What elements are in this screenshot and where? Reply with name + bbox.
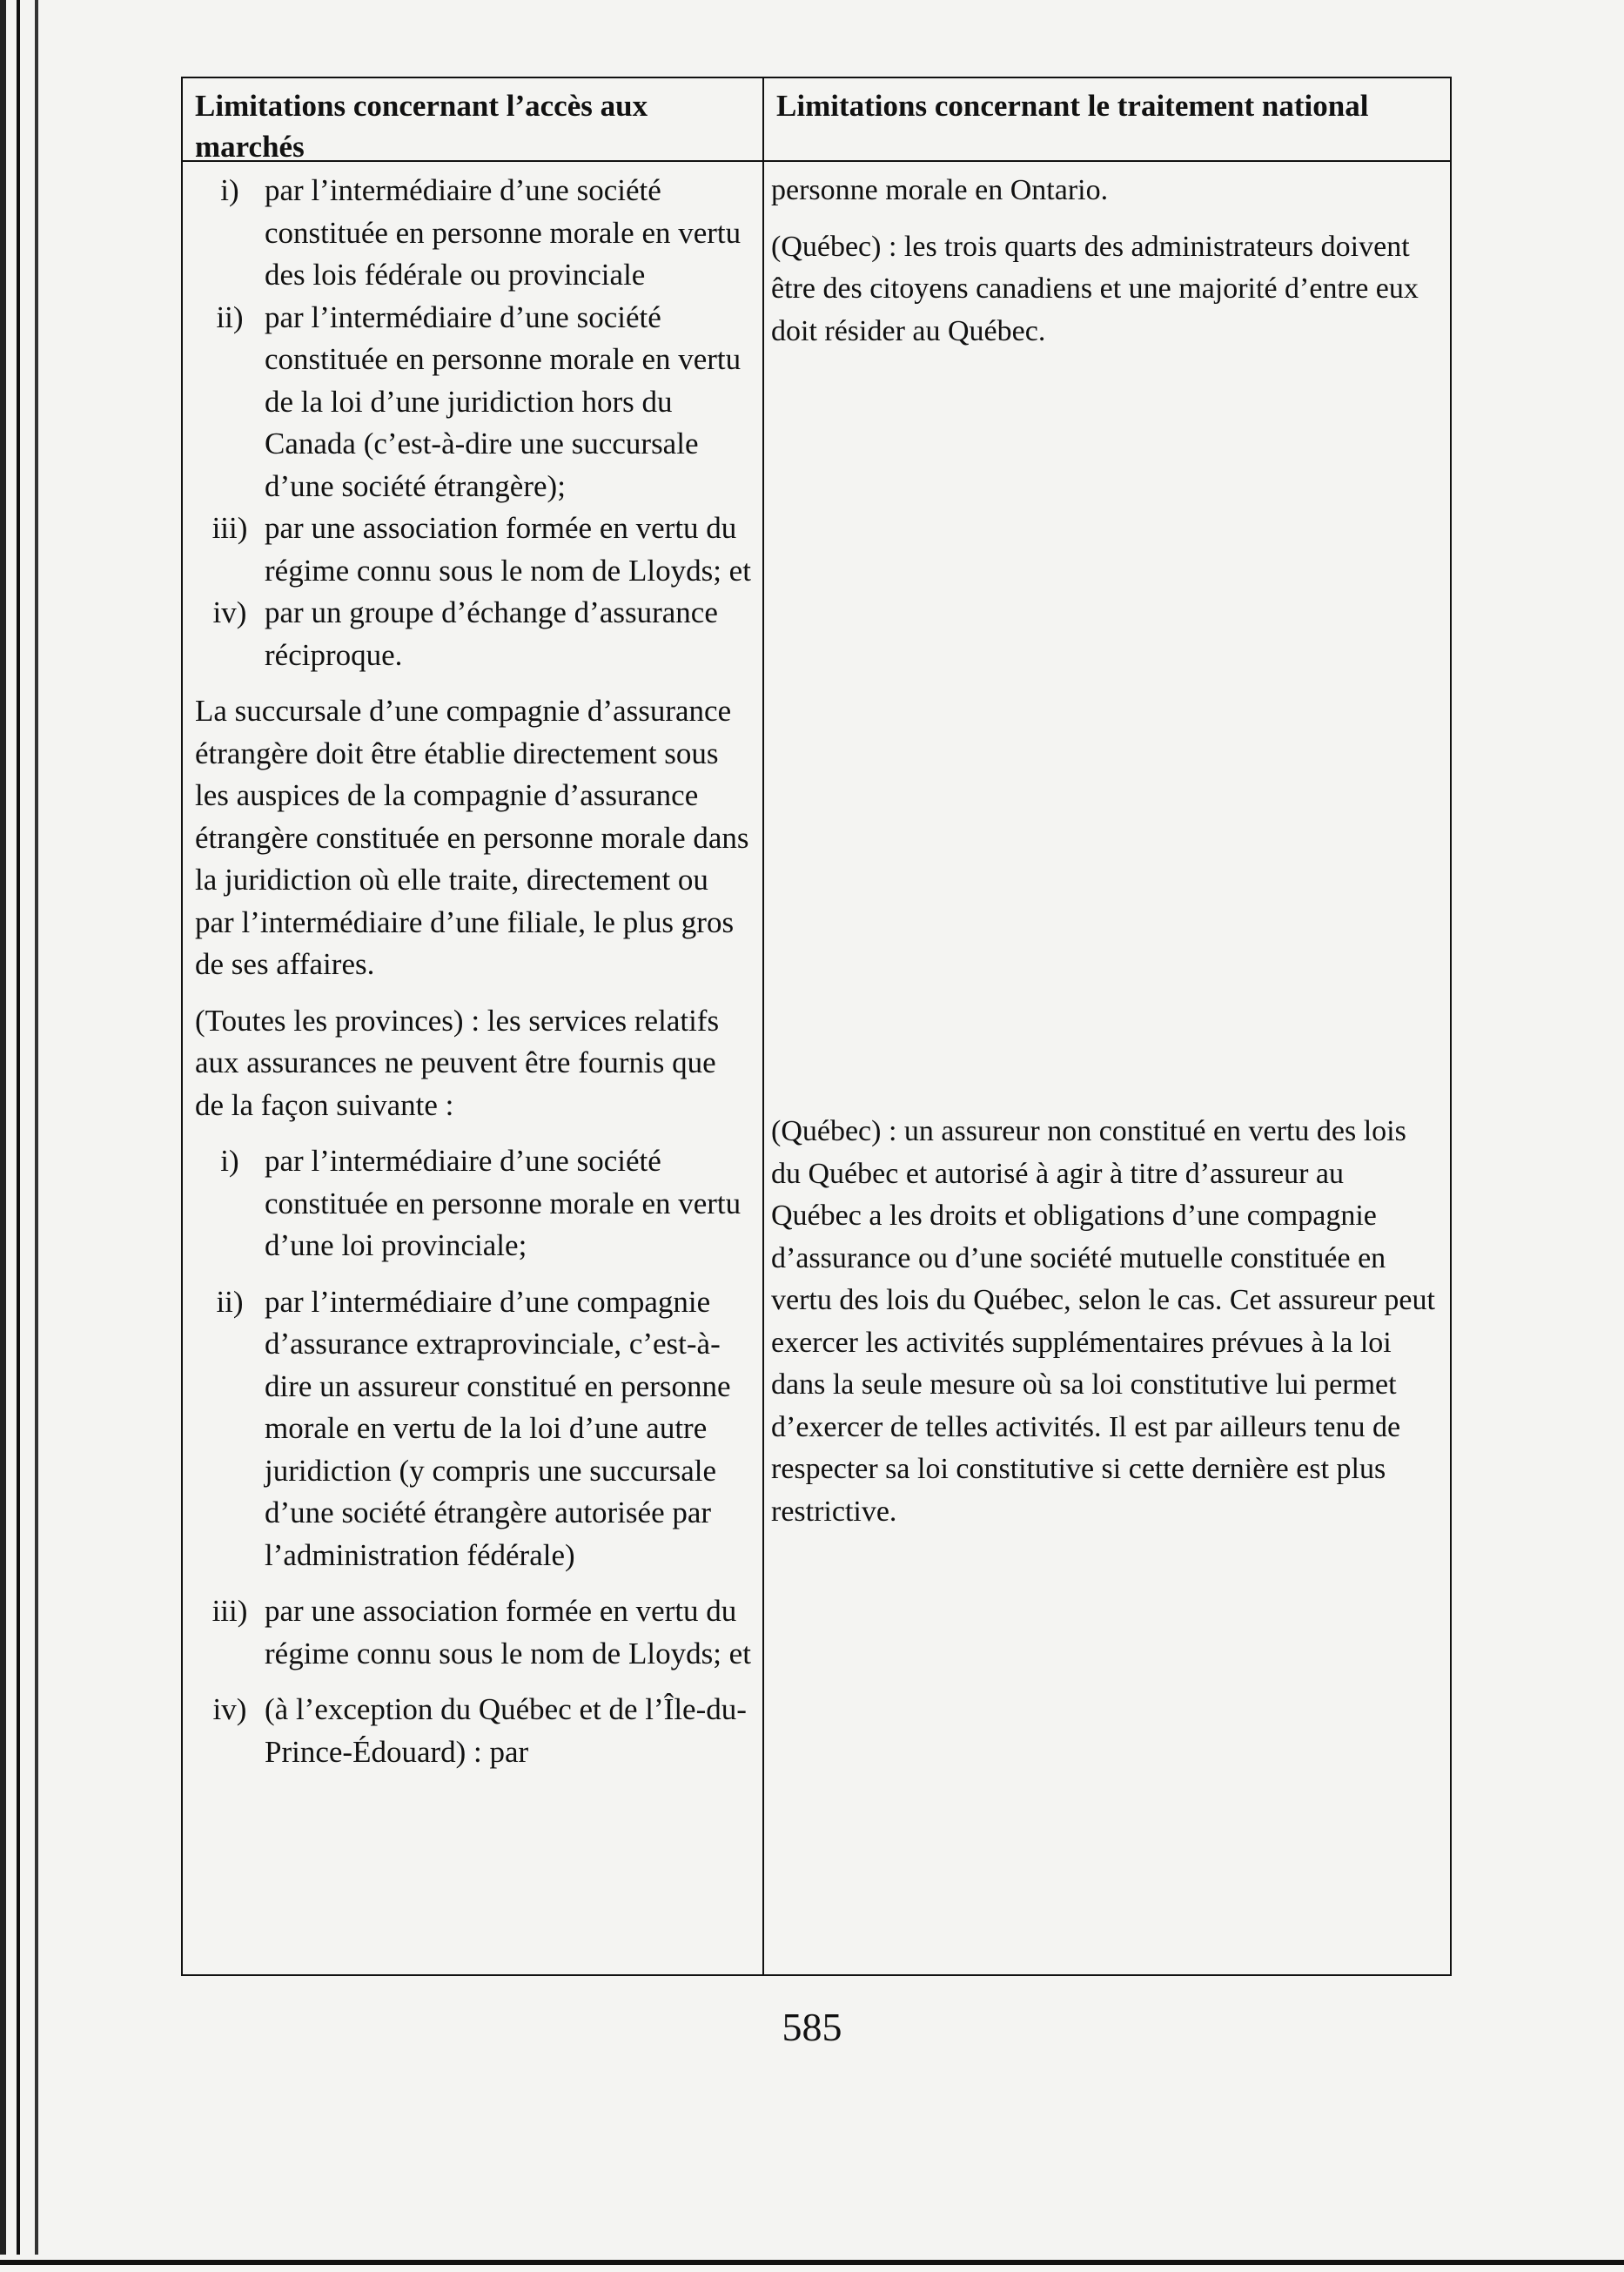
column-divider	[762, 78, 764, 1974]
paragraph-ontario-continuation: personne morale en Ontario.	[771, 174, 1109, 206]
paragraph-quebec-directors: (Québec) : les trois quarts des administrateurs doivent être des citoyens canadiens et une majorité d’entre eux doit résider au Québec.	[771, 230, 1419, 347]
list-item	[195, 1281, 752, 1577]
market-access-column	[195, 170, 752, 1773]
list-item-number: iv)	[212, 595, 247, 629]
list-item	[195, 170, 752, 297]
list-item-text: par l’intermédiaire d’une société constituée en personne morale en vertu d’une loi provinciale;	[265, 1144, 742, 1262]
national-treatment-column	[771, 170, 1441, 1533]
list-item-number: iii)	[211, 511, 248, 545]
list-item-number: ii)	[216, 1284, 244, 1319]
list-item-number: iii)	[211, 1594, 248, 1628]
list-item	[195, 1689, 752, 1773]
header-national-treatment: Limitations concernant le traitement national	[776, 89, 1369, 123]
list-item-text: par une association formée en vertu du régime connu sous le nom de Lloyds; et	[265, 1594, 751, 1670]
list-item-number: i)	[220, 173, 239, 207]
list-item-number: ii)	[216, 299, 244, 334]
table-header-row	[183, 78, 1450, 162]
list-item-number: iv)	[212, 1692, 247, 1726]
list-item	[195, 592, 752, 676]
list-provincial-modes	[195, 1140, 752, 1773]
list-item	[195, 1140, 752, 1267]
header-market-access: Limitations concernant l’accès aux marchés	[195, 89, 648, 164]
paragraph-all-provinces: (Toutes les provinces) : les services relatifs aux assurances ne peuvent être fournis que de la façon suivante :	[195, 1003, 720, 1122]
list-item	[195, 1590, 752, 1675]
page-number: 585	[782, 2005, 842, 2049]
schedule-table	[181, 77, 1452, 1976]
paragraph-foreign-branch: La succursale d’une compagnie d’assurance étrangère doit être établie directement sous les auspices de la compagnie d’assurance étrangère constituée en personne morale dans la juridiction où elle traite, directement ou par l’intermédiaire d’une filiale, le plus gros de ses affaires.	[195, 694, 749, 981]
list-item-text: par l’intermédiaire d’une société constituée en personne morale en vertu des lois fédérale ou provinciale	[265, 173, 742, 292]
page-bottom-edge	[0, 2255, 1624, 2272]
list-item-number: i)	[220, 1144, 239, 1178]
list-item-text: par une association formée en vertu du régime connu sous le nom de Lloyds; et	[265, 511, 751, 588]
list-item-text: par un groupe d’échange d’assurance réciproque.	[265, 595, 718, 672]
list-item	[195, 508, 752, 592]
page-binding-edge	[0, 0, 50, 2272]
paragraph-quebec-insurer: (Québec) : un assureur non constitué en vertu des lois du Québec et autorisé à agir à titre d’assureur au Québec a les droits et obligations d’une compagnie d’assurance ou d’une société mutuelle constituée en vertu des lois du Québec, selon le cas. Cet assureur peut exercer les activités supplémentaires prévues à la loi dans la seule mesure où sa loi constitutive lui permet d’exercer de telles activités. Il est par ailleurs tenu de respecter sa loi constitutive si cette dernière est plus restrictive.	[771, 1115, 1435, 1528]
list-incorporation-modes	[195, 170, 752, 676]
list-item	[195, 297, 752, 508]
list-item-text: (à l’exception du Québec et de l’Île-du-Prince-Édouard) : par	[265, 1692, 747, 1769]
list-item-text: par l’intermédiaire d’une société constituée en personne morale en vertu de la loi d’une juridiction hors du Canada (c’est-à-dire une succursale d’une société étrangère);	[265, 299, 742, 503]
list-item-text: par l’intermédiaire d’une compagnie d’assurance extraprovinciale, c’est-à-dire un assureur constitué en personne morale en vertu de la loi d’une autre juridiction (y compris une succursale d’une société étrangère autorisée par l’administration fédérale)	[265, 1284, 731, 1572]
